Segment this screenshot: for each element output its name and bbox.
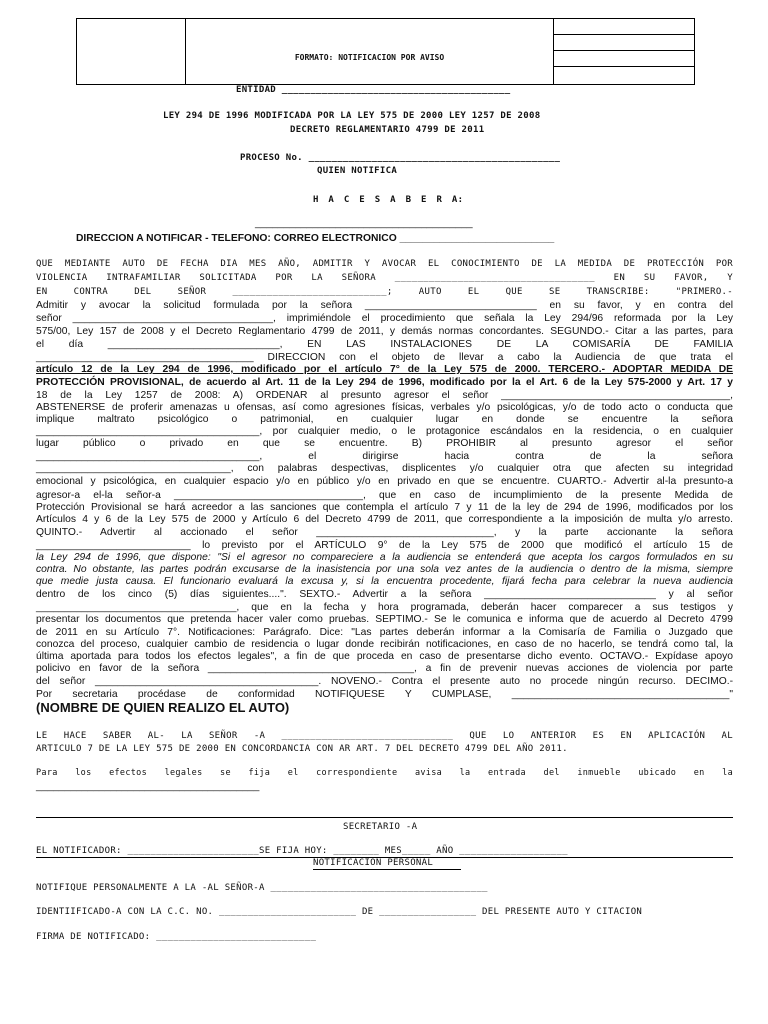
- body-line: 575/00, Ley 157 de 2008 y el Decreto Reglamentario 4799 de 2011, y demás normas concordantes. SEGUNDO.- Citar a las partes, para: [36, 326, 733, 337]
- body-line: que medie justa causa. El funcionario evaluará la excusa y, si la encuentra procedente, fijará fecha para celebrar la nueva audiencia: [36, 576, 733, 587]
- body-line: QUE MEDIANTE AUTO DE FECHA DIA MES AÑO, ADMITIR Y AVOCAR EL CONOCIMIENTO DE LA MEDIDA DE PROTECCIÓN POR: [36, 259, 733, 269]
- id-line: IDENTIIFICADO-A CON LA C.C. NO. ________________________ DE _________________ DEL PRESENTE AUTO Y CITACION: [36, 907, 643, 917]
- body-line: QUINTO.- Advertir al accionado el señor _______________________________, y la parte accionante la señora: [36, 527, 733, 538]
- body-line: emocional y psicológica, en cualquier espacio y/o en público y/o en privado en que se encuentre. CUARTO.- Advertir al-la presunto-a: [36, 476, 733, 487]
- auto-author-name: (NOMBRE DE QUIEN REALIZO EL AUTO): [36, 700, 290, 715]
- body-line: presentar los documentos que pretenda hacer valer como pruebas. SEPTIMO.- Se le comunica e informa que de acuerdo al Decreto 4799: [36, 614, 733, 625]
- body-line: 18 de la Ley 1257 de 2008: A) ORDENAR al presunto agresor el señor ________________________________________,: [36, 390, 733, 401]
- hace-saber-heading: H A C E S A B E R A:: [313, 195, 464, 205]
- body-line: señor ___________________________________, imprimiéndole el procedimiento que señala la Ley 294/96 reformada por la Ley: [36, 313, 733, 324]
- format-header-table: [76, 18, 695, 85]
- body-line: policivo en favor de la señora ____________________________________, a fin de prevenir nuevas acciones de violencia por parte: [36, 663, 733, 674]
- body-line: conozca del proceso, cualquier cambio de residencia o lugar donde recibirán notificaciones, en caso de no hacerlo, se tendrá como tal, la: [36, 639, 733, 650]
- law-heading: LEY 294 DE 1996 MODIFICADA POR LA LEY 575 DE 2000 LEY 1257 DE 2008: [163, 111, 541, 121]
- notice-line: Para los efectos legales se fija el correspondiente avisa la entrada del inmueble ubicado en la: [36, 768, 733, 778]
- format-title: FORMATO: NOTIFICACION POR AVISO: [294, 53, 445, 62]
- address-blank: _______________________________________: [36, 781, 260, 792]
- quien-notifica: QUIEN NOTIFICA: [317, 166, 398, 176]
- body-line: última aportada para todos los efectos legales", a fin de que proceda en caso de presentarse dicho evento. OCTAVO.- Expídase apoyo: [36, 651, 733, 662]
- personal-notification-line: NOTIFIQUE PERSONALMENTE A LA -AL SEÑOR-A ______________________________________: [36, 883, 488, 893]
- body-line: _______________________________________, el dirigirse hacia contra de la señora: [36, 451, 733, 462]
- body-line: de 2011 en su Artículo 7°. Notificaciones: Parágrafo. Dice: "Las partes deberán informar a la Comisaría de Familia o Juzgado que: [36, 627, 733, 638]
- divider: [313, 869, 461, 870]
- secretary-signature-line: [36, 817, 733, 818]
- body-line: implique maltrato psicológico o patrimonial, en cualquier lugar en donde se encuentre la señora: [36, 414, 733, 425]
- code-cells: [553, 19, 694, 84]
- body-line: lugar público o privado en que se encuentre. B) PROHIBIR al presunto agresor el señor: [36, 438, 733, 449]
- body-line: la Ley 294 de 1996, que dispone: "Si el agresor no compareciere a la audiencia se entenderá que acepta los cargos formulados en su: [36, 552, 733, 563]
- body-line: Protección Provisional se hará acreedor a las sanciones que contempla el artículo 7 y 11 de la ley de 294 de 1996, modificados por los: [36, 502, 733, 513]
- body-line: artículo 12 de la Ley 294 de 1996, modificado por el artículo 7° de la Ley 575 de 2000. TERCERO.- ADOPTAR MEDIDA DE: [36, 364, 733, 375]
- body-line: _______________________________________, por cualquier medio, o le protagonice escándalos en la residencia, o en cualquier: [36, 426, 733, 437]
- body-line: PROTECCIÓN PROVISIONAL, de acuerdo al Art. 11 de la Ley 294 de 1996, modificado por la el Art. 6 de la Ley 575-2000 y Art. 17 y: [36, 377, 733, 388]
- process-number: PROCESO No. ____________________________________________: [240, 153, 561, 163]
- signature-line: FIRMA DE NOTIFICADO: ____________________________: [36, 932, 317, 942]
- body-line: Admitir y avocar la solicitud formulada por la señora ______________________________ en su favor, y en contra del: [36, 300, 733, 311]
- personal-notification-title: NOTIFICACION PERSONAL: [313, 858, 434, 868]
- body-line: contra. No obstante, las partes podrán excusarse de la inasistencia por una sola vez antes de la audiencia o dentro de la misma, siempre: [36, 564, 733, 575]
- body-line: Por secretaria procédase de conformidad NOTIFIQUESE Y CUMPLASE, ______________________________________": [36, 689, 733, 700]
- body-line: del señor _______________________________________. NOVENO.- Contra el presente auto no procede ningún recurso. DECIMO.-: [36, 676, 733, 687]
- body-line: el día ______________________________, EN LAS INSTALACIONES DE LA COMISARÍA DE FAMILIA: [36, 339, 733, 350]
- address-phone-email: DIRECCION A NOTIFICAR - TELEFONO: CORREO ELECTRONICO ___________________________: [76, 233, 555, 244]
- entity-line: ENTIDAD ________________________________________: [236, 85, 511, 95]
- body-line: ___________________________________, que en la fecha y hora programada, deberán hacer comparecer a sus testigos y: [36, 602, 733, 613]
- body-line: ______________________________________ DIRECCION con el objeto de llevar a cabo la Audiencia de que trata el: [36, 352, 733, 363]
- notifier-line: EL NOTIFICADOR: _______________________SE FIJA HOY: ________ MES_____ AÑO ___________________: [36, 846, 568, 856]
- decree-heading: DECRETO REGLAMENTARIO 4799 DE 2011: [290, 125, 485, 135]
- secretary-label: SECRETARIO -A: [343, 822, 418, 832]
- notice-line: ARTICULO 7 DE LA LEY 575 DE 2000 EN CONCORDANCIA CON AR ART. 7 DEL DECRETO 4799 DEL AÑO 2011.: [36, 744, 568, 754]
- body-line: Artículos 4 y 6 de la Ley 575 de 2000 y Artículo 6 del Decreto 4799 de 2011, que correspondiente a la imposición de multa y/o arresto.: [36, 514, 733, 525]
- notice-line: LE HACE SABER AL- LA SEÑOR -A ______________________________ QUE LO ANTERIOR ES EN APLICACIÓN AL: [36, 731, 733, 741]
- body-line: ___________________________ lo previsto por el ARTÍCULO 9° de la Ley 575 de 2000 que modificó el artículo 15 de: [36, 540, 733, 551]
- logo-cell: [77, 19, 186, 84]
- recipient-name-line: ______________________________________: [255, 218, 473, 229]
- body-line: EN CONTRA DEL SEÑOR ___________________________; AUTO EL QUE SE TRANSCRIBE: "PRIMERO.-: [36, 287, 733, 297]
- body-line: __________________________________, con palabras despectivas, displicentes y/o cualquier otra que afecten su integridad: [36, 463, 733, 474]
- body-line: agresor-a el-la señor-a _________________________________, que en caso de incumplimiento de la presente Medida de: [36, 490, 733, 501]
- body-line: dentro de los cinco (5) días siguientes....". SEXTO.- Advertir a la señora ______________________________ y al señor: [36, 589, 733, 600]
- body-line: ABSTENERSE de proferir amenazas u ofensas, así como agresiones físicas, verbales y/o psicológicas, y/o de todo acto o conducta que: [36, 402, 733, 413]
- body-line: VIOLENCIA INTRAFAMILIAR SOLICITADA POR LA SEÑORA ___________________________________ EN SU FAVOR, Y: [36, 273, 733, 283]
